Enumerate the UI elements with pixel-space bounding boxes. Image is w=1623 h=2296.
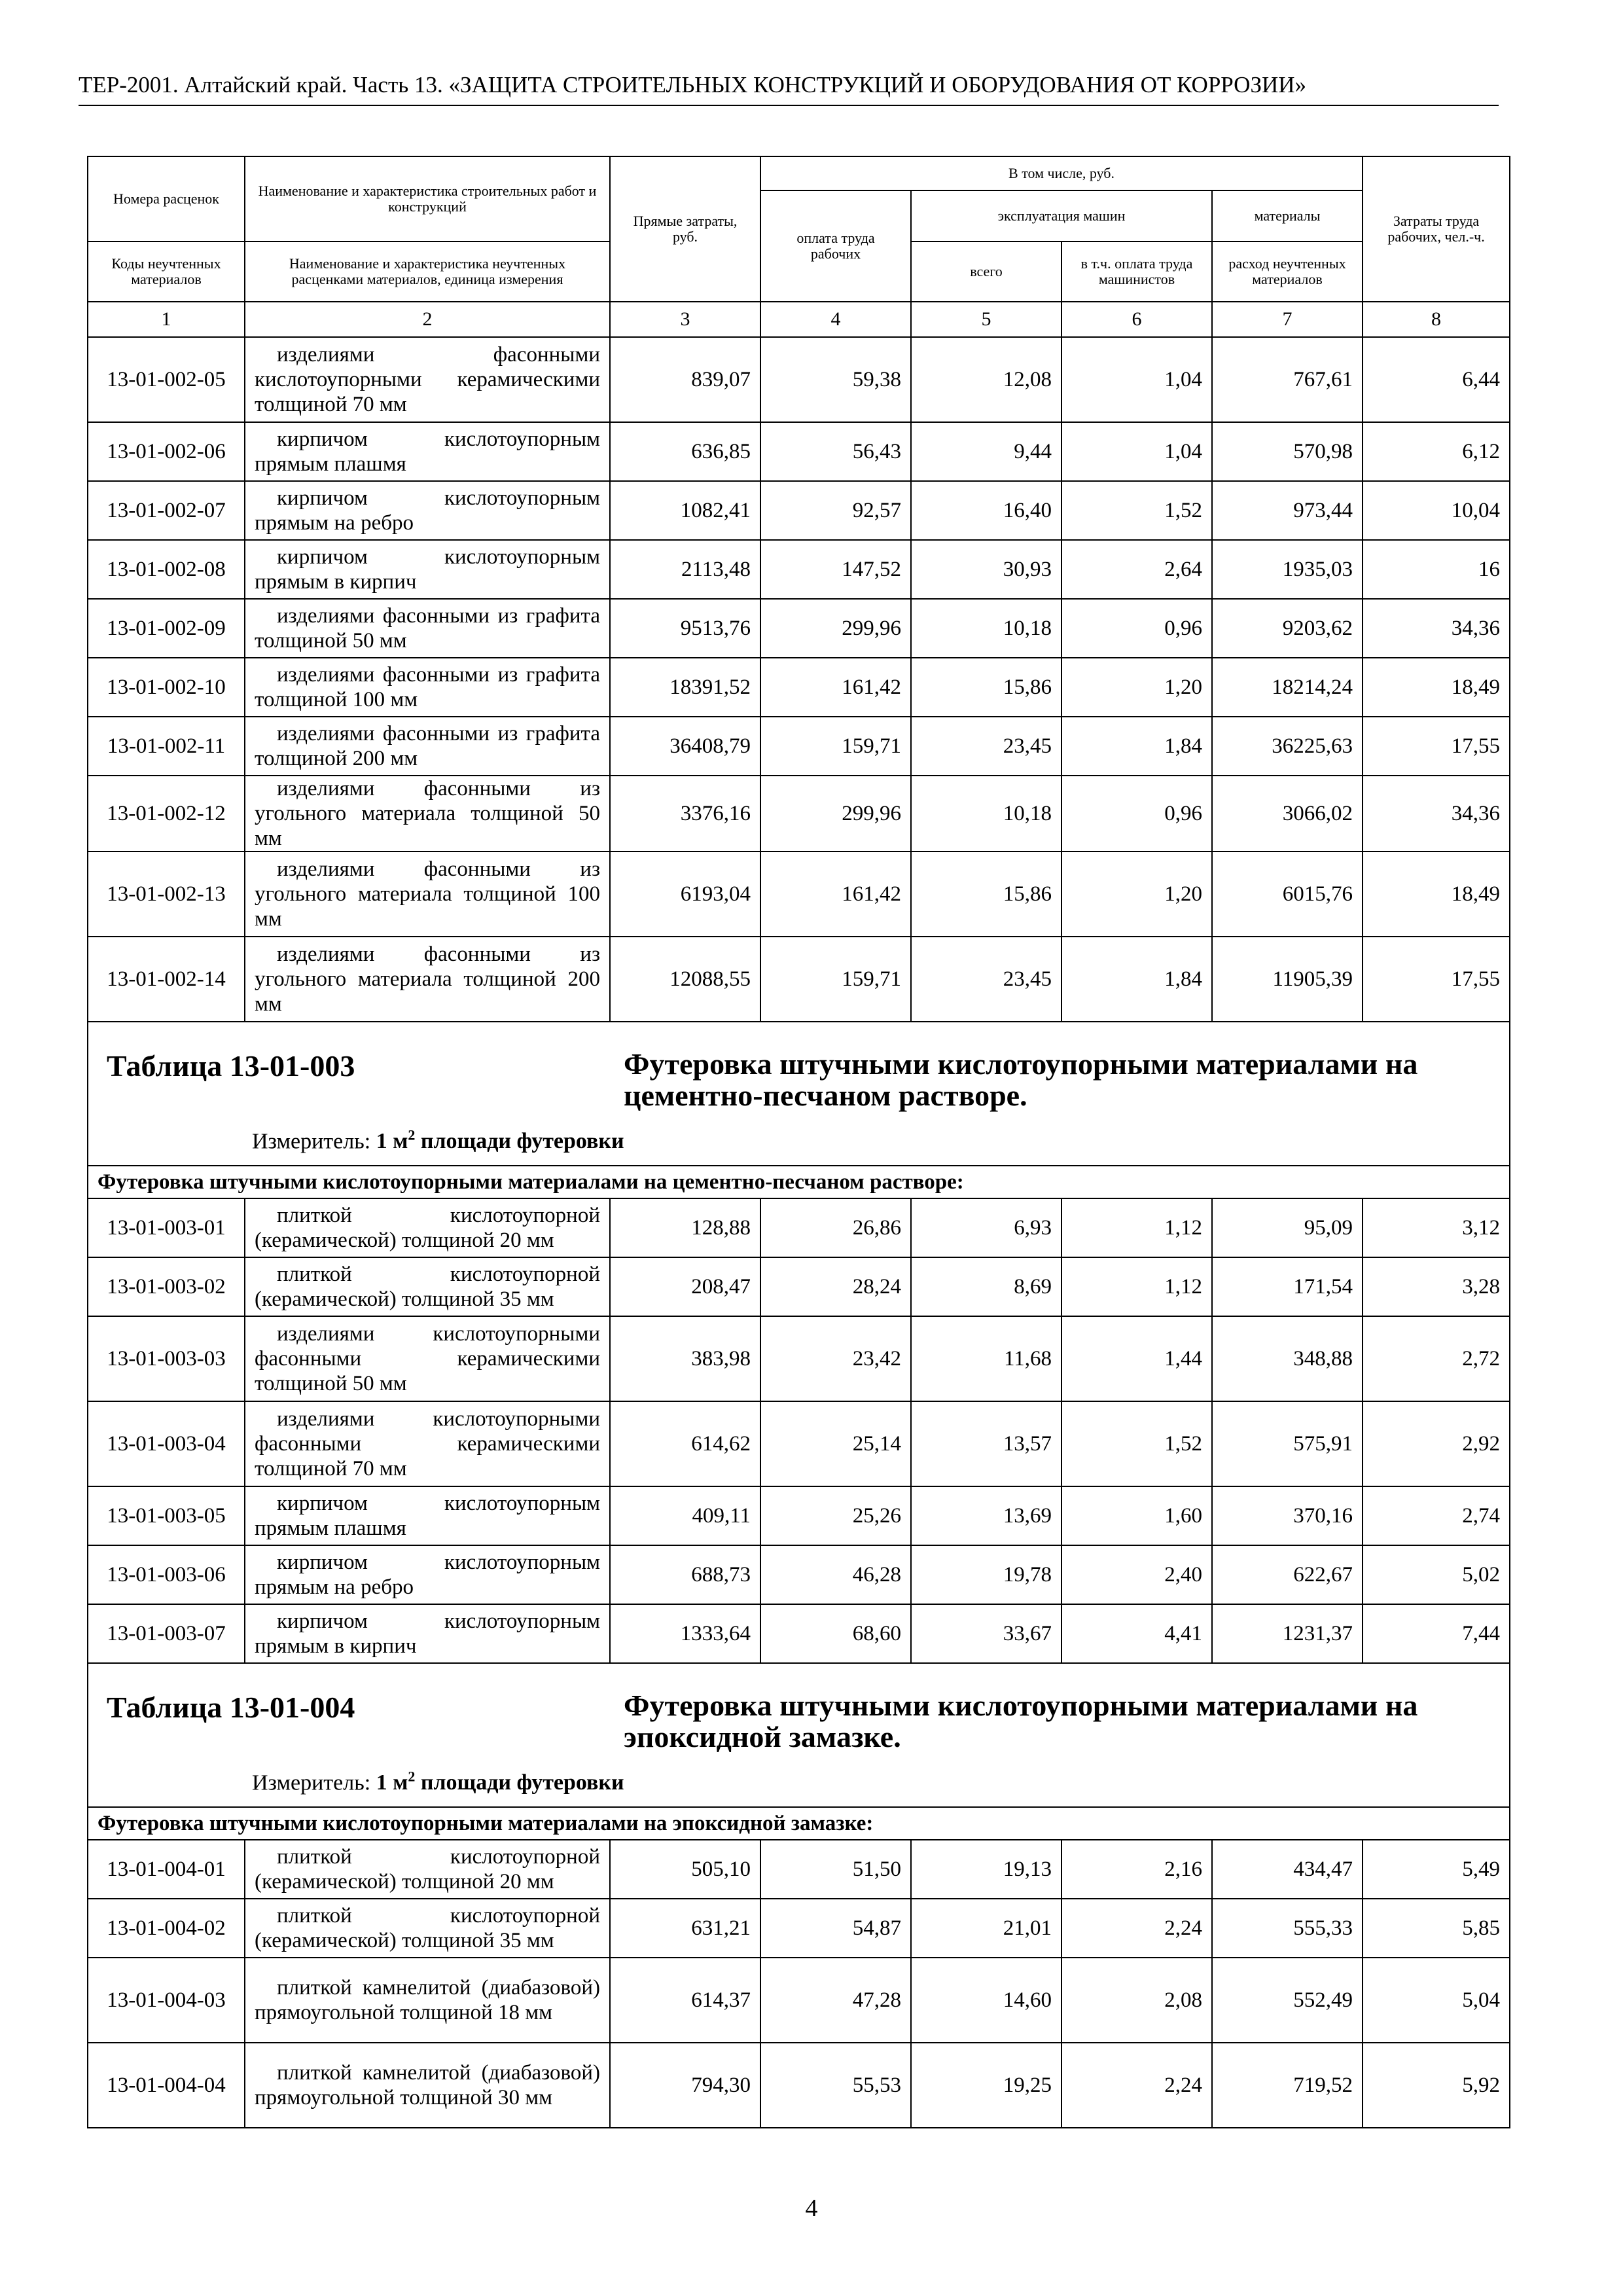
table-row (88, 481, 1510, 540)
machines-total-cell: 33,67 (911, 1604, 1061, 1663)
labor-hours-cell: 7,44 (1363, 1604, 1510, 1663)
machines-total-cell: 10,18 (911, 776, 1061, 852)
labor-pay-cell: 299,96 (760, 599, 911, 658)
machinists-pay-cell: 1,84 (1061, 937, 1212, 1022)
table-title: Футеровка штучными кислотоупорными материалами на эпоксидной замазке. (624, 1689, 1418, 1753)
rate-code-cell: 13-01-004-04 (88, 2043, 245, 2128)
work-description-cell: плиткой кислотоупорной (керамической) толщиной 35 мм (245, 1899, 610, 1958)
machines-total-cell: 8,69 (911, 1257, 1061, 1316)
measure-exponent: 2 (408, 1127, 416, 1143)
work-description-cell: изделиями фасонными из угольного материала толщиной 50 мм (245, 776, 610, 852)
machinists-pay-cell: 2,40 (1061, 1545, 1212, 1604)
rate-code-cell: 13-01-004-01 (88, 1840, 245, 1899)
table-row (88, 1316, 1510, 1401)
labor-hours-cell: 34,36 (1363, 776, 1510, 852)
labor-hours-cell: 3,12 (1363, 1198, 1510, 1257)
work-description-cell: кирпичом кислотоупорным прямым на ребро (245, 1545, 610, 1604)
rate-code-cell: 13-01-003-06 (88, 1545, 245, 1604)
section-row (88, 1166, 1510, 1198)
direct-cost-cell: 636,85 (610, 422, 760, 481)
labor-hours-cell: 3,28 (1363, 1257, 1510, 1316)
col-head-labor: Затраты труда рабочих, чел.-ч. (1363, 156, 1510, 302)
rate-code-cell: 13-01-003-03 (88, 1316, 245, 1401)
rate-code-cell: 13-01-002-14 (88, 937, 245, 1022)
labor-hours-cell: 5,49 (1363, 1840, 1510, 1899)
col-number: 6 (1061, 302, 1212, 337)
col-number: 1 (88, 302, 245, 337)
labor-pay-cell: 51,50 (760, 1840, 911, 1899)
direct-cost-cell: 614,62 (610, 1401, 760, 1486)
work-description-cell: кирпичом кислотоупорным прямым на ребро (245, 481, 610, 540)
page-number: 4 (805, 2195, 818, 2222)
table-number: Таблица 13-01-004 (107, 1691, 355, 1724)
rate-code-cell: 13-01-002-11 (88, 717, 245, 776)
col-number: 2 (245, 302, 610, 337)
direct-cost-cell: 1333,64 (610, 1604, 760, 1663)
materials-cell: 348,88 (1212, 1316, 1363, 1401)
materials-cell: 36225,63 (1212, 717, 1363, 776)
work-description-cell: плиткой камнелитой (диабазовой) прямоугольной толщиной 18 мм (245, 1958, 610, 2043)
direct-cost-cell: 1082,41 (610, 481, 760, 540)
labor-hours-cell: 18,49 (1363, 658, 1510, 717)
labor-pay-cell: 54,87 (760, 1899, 911, 1958)
measure-label: Измеритель: (252, 1129, 371, 1154)
direct-cost-cell: 3376,16 (610, 776, 760, 852)
table-row (88, 2043, 1510, 2128)
labor-hours-cell: 6,44 (1363, 337, 1510, 422)
machinists-pay-cell: 1,60 (1061, 1486, 1212, 1545)
rate-code-cell: 13-01-003-02 (88, 1257, 245, 1316)
rate-code-cell: 13-01-002-06 (88, 422, 245, 481)
table-row (88, 540, 1510, 599)
labor-pay-cell: 161,42 (760, 658, 911, 717)
materials-cell: 1935,03 (1212, 540, 1363, 599)
measure-value (376, 1770, 624, 1795)
table-row (88, 422, 1510, 481)
labor-pay-cell: 159,71 (760, 717, 911, 776)
machinists-pay-cell: 1,20 (1061, 658, 1212, 717)
direct-cost-cell: 409,11 (610, 1486, 760, 1545)
work-description-cell: плиткой кислотоупорной (керамической) толщиной 20 мм (245, 1198, 610, 1257)
table-row (88, 852, 1510, 937)
direct-cost-cell: 9513,76 (610, 599, 760, 658)
materials-cell: 622,67 (1212, 1545, 1363, 1604)
table-row (88, 1545, 1510, 1604)
table-row (88, 937, 1510, 1022)
materials-cell: 11905,39 (1212, 937, 1363, 1022)
measure-rest: площади футеровки (415, 1129, 624, 1154)
machines-total-cell: 16,40 (911, 481, 1061, 540)
labor-hours-cell: 10,04 (1363, 481, 1510, 540)
table-title-row (88, 1022, 1510, 1166)
machines-total-cell: 15,86 (911, 658, 1061, 717)
table-title-cell (88, 1022, 1510, 1166)
work-description-cell: кирпичом кислотоупорным прямым в кирпич (245, 540, 610, 599)
table-row (88, 1840, 1510, 1899)
materials-cell: 3066,02 (1212, 776, 1363, 852)
materials-cell: 552,49 (1212, 1958, 1363, 2043)
measure-rest: площади футеровки (415, 1770, 624, 1795)
direct-cost-cell: 631,21 (610, 1899, 760, 1958)
labor-hours-cell: 5,92 (1363, 2043, 1510, 2128)
machines-total-cell: 19,25 (911, 2043, 1061, 2128)
table-row (88, 1401, 1510, 1486)
labor-pay-cell: 161,42 (760, 852, 911, 937)
labor-pay-cell: 299,96 (760, 776, 911, 852)
col-head-name: Наименование и характеристика строительных работ и конструкций (245, 156, 610, 242)
machinists-pay-cell: 2,08 (1061, 1958, 1212, 2043)
machines-total-cell: 6,93 (911, 1198, 1061, 1257)
rate-code-cell: 13-01-002-13 (88, 852, 245, 937)
materials-cell: 95,09 (1212, 1198, 1363, 1257)
labor-pay-cell: 147,52 (760, 540, 911, 599)
measure-value-text: 1 м (376, 1770, 408, 1795)
machinists-pay-cell: 4,41 (1061, 1604, 1212, 1663)
direct-cost-cell: 12088,55 (610, 937, 760, 1022)
materials-cell: 973,44 (1212, 481, 1363, 540)
direct-cost-cell: 6193,04 (610, 852, 760, 937)
machinists-pay-cell: 2,24 (1061, 1899, 1212, 1958)
price-table (87, 156, 1510, 2128)
work-description-cell: кирпичом кислотоупорным прямым плашмя (245, 422, 610, 481)
header-rule (79, 105, 1499, 106)
col-head-machines-total: всего (911, 242, 1061, 302)
direct-cost-cell: 2113,48 (610, 540, 760, 599)
labor-hours-cell: 34,36 (1363, 599, 1510, 658)
machinists-pay-cell: 2,24 (1061, 2043, 1212, 2128)
direct-cost-cell: 208,47 (610, 1257, 760, 1316)
col-number: 5 (911, 302, 1061, 337)
materials-cell: 18214,24 (1212, 658, 1363, 717)
work-description-cell: плиткой кислотоупорной (керамической) толщиной 35 мм (245, 1257, 610, 1316)
materials-cell: 434,47 (1212, 1840, 1363, 1899)
materials-cell: 719,52 (1212, 2043, 1363, 2128)
col-number: 3 (610, 302, 760, 337)
machines-total-cell: 11,68 (911, 1316, 1061, 1401)
labor-pay-cell: 25,26 (760, 1486, 911, 1545)
section-row (88, 1807, 1510, 1840)
rate-code-cell: 13-01-002-07 (88, 481, 245, 540)
labor-hours-cell: 17,55 (1363, 717, 1510, 776)
machinists-pay-cell: 0,96 (1061, 599, 1212, 658)
machinists-pay-cell: 0,96 (1061, 776, 1212, 852)
machinists-pay-cell: 2,16 (1061, 1840, 1212, 1899)
table-number: Таблица 13-01-003 (107, 1049, 355, 1083)
direct-cost-cell: 36408,79 (610, 717, 760, 776)
col-head-unaccounted: расход неучтенных материалов (1212, 242, 1363, 302)
labor-hours-cell: 2,72 (1363, 1316, 1510, 1401)
work-description-cell: изделиями фасонными из графита толщиной 200 мм (245, 717, 610, 776)
machinists-pay-cell: 1,12 (1061, 1198, 1212, 1257)
col-head-labor-pay: оплата труда рабочих (760, 190, 911, 302)
measure-value-text: 1 м (376, 1129, 408, 1154)
work-description-cell: плиткой камнелитой (диабазовой) прямоугольной толщиной 30 мм (245, 2043, 610, 2128)
work-description-cell: изделиями кислотоупорными фасонными керамическими толщиной 70 мм (245, 1401, 610, 1486)
labor-hours-cell: 18,49 (1363, 852, 1510, 937)
col-head-code: Номера расценок (88, 156, 245, 242)
work-description-cell: изделиями фасонными из графита толщиной 100 мм (245, 658, 610, 717)
materials-cell: 6015,76 (1212, 852, 1363, 937)
machinists-pay-cell: 1,52 (1061, 481, 1212, 540)
table-row (88, 1604, 1510, 1663)
measure-value (376, 1129, 624, 1153)
rate-code-cell: 13-01-002-12 (88, 776, 245, 852)
direct-cost-cell: 383,98 (610, 1316, 760, 1401)
labor-hours-cell: 5,85 (1363, 1899, 1510, 1958)
labor-pay-cell: 159,71 (760, 937, 911, 1022)
work-description-cell: кирпичом кислотоупорным прямым плашмя (245, 1486, 610, 1545)
machinists-pay-cell: 2,64 (1061, 540, 1212, 599)
labor-pay-cell: 55,53 (760, 2043, 911, 2128)
table-row (88, 599, 1510, 658)
rate-code-cell: 13-01-004-03 (88, 1958, 245, 2043)
machinists-pay-cell: 1,12 (1061, 1257, 1212, 1316)
table-title-cell (88, 1663, 1510, 1807)
labor-pay-cell: 26,86 (760, 1198, 911, 1257)
table-row (88, 1198, 1510, 1257)
rate-code-cell: 13-01-003-01 (88, 1198, 245, 1257)
labor-pay-cell: 28,24 (760, 1257, 911, 1316)
table-title-row (88, 1663, 1510, 1807)
materials-cell: 767,61 (1212, 337, 1363, 422)
table-row (88, 776, 1510, 852)
machinists-pay-cell: 1,52 (1061, 1401, 1212, 1486)
direct-cost-cell: 18391,52 (610, 658, 760, 717)
col-number: 8 (1363, 302, 1510, 337)
machines-total-cell: 10,18 (911, 599, 1061, 658)
col-head-machinists-pay: в т.ч. оплата труда машинистов (1061, 242, 1212, 302)
machines-total-cell: 13,69 (911, 1486, 1061, 1545)
header-row-1 (88, 156, 1510, 190)
col-head-direct: Прямые затраты, руб. (610, 156, 760, 302)
col-head-code-sub: Коды неучтенных материалов (88, 242, 245, 302)
labor-pay-cell: 46,28 (760, 1545, 911, 1604)
work-description-cell: изделиями фасонными из угольного материала толщиной 100 мм (245, 852, 610, 937)
rate-code-cell: 13-01-002-09 (88, 599, 245, 658)
column-number-row (88, 302, 1510, 337)
machines-total-cell: 30,93 (911, 540, 1061, 599)
materials-cell: 9203,62 (1212, 599, 1363, 658)
table-row (88, 337, 1510, 422)
col-number: 7 (1212, 302, 1363, 337)
table-row (88, 658, 1510, 717)
running-header: ТЕР-2001. Алтайский край. Часть 13. «ЗАЩИТА СТРОИТЕЛЬНЫХ КОНСТРУКЦИЙ И ОБОРУДОВАНИЯ ОТ КОРРОЗИИ» (79, 72, 1307, 98)
col-head-including: В том числе, руб. (760, 156, 1363, 190)
direct-cost-cell: 505,10 (610, 1840, 760, 1899)
table-row (88, 1958, 1510, 2043)
work-description-cell: изделиями фасонными кислотоупорными керамическими толщиной 70 мм (245, 337, 610, 422)
rate-code-cell: 13-01-004-02 (88, 1899, 245, 1958)
direct-cost-cell: 128,88 (610, 1198, 760, 1257)
labor-hours-cell: 2,92 (1363, 1401, 1510, 1486)
labor-hours-cell: 5,02 (1363, 1545, 1510, 1604)
measure-exponent: 2 (408, 1768, 416, 1785)
materials-cell: 1231,37 (1212, 1604, 1363, 1663)
materials-cell: 370,16 (1212, 1486, 1363, 1545)
machines-total-cell: 13,57 (911, 1401, 1061, 1486)
measure-unit (252, 1768, 624, 1795)
rate-code-cell: 13-01-002-10 (88, 658, 245, 717)
machinists-pay-cell: 1,44 (1061, 1316, 1212, 1401)
work-description-cell: изделиями фасонными из угольного материала толщиной 200 мм (245, 937, 610, 1022)
labor-pay-cell: 56,43 (760, 422, 911, 481)
labor-pay-cell: 47,28 (760, 1958, 911, 2043)
rate-code-cell: 13-01-002-05 (88, 337, 245, 422)
machines-total-cell: 15,86 (911, 852, 1061, 937)
col-head-materials: материалы (1212, 190, 1363, 242)
col-head-name-sub: Наименование и характеристика неучтенных расценками материалов, единица измерения (245, 242, 610, 302)
labor-pay-cell: 25,14 (760, 1401, 911, 1486)
measure-unit (252, 1127, 624, 1154)
col-head-machines: эксплуатация машин (911, 190, 1212, 242)
machines-total-cell: 12,08 (911, 337, 1061, 422)
section-heading: Футеровка штучными кислотоупорными материалами на эпоксидной замазке: (88, 1807, 1510, 1840)
machines-total-cell: 14,60 (911, 1958, 1061, 2043)
machines-total-cell: 19,13 (911, 1840, 1061, 1899)
labor-pay-cell: 23,42 (760, 1316, 911, 1401)
labor-hours-cell: 16 (1363, 540, 1510, 599)
rate-code-cell: 13-01-002-08 (88, 540, 245, 599)
rate-code-cell: 13-01-003-04 (88, 1401, 245, 1486)
work-description-cell: изделиями фасонными из графита толщиной 50 мм (245, 599, 610, 658)
section-heading: Футеровка штучными кислотоупорными материалами на цементно-песчаном растворе: (88, 1166, 1510, 1198)
machinists-pay-cell: 1,04 (1061, 422, 1212, 481)
labor-pay-cell: 92,57 (760, 481, 911, 540)
machines-total-cell: 23,45 (911, 717, 1061, 776)
machines-total-cell: 9,44 (911, 422, 1061, 481)
labor-pay-cell: 68,60 (760, 1604, 911, 1663)
materials-cell: 171,54 (1212, 1257, 1363, 1316)
work-description-cell: изделиями кислотоупорными фасонными керамическими толщиной 50 мм (245, 1316, 610, 1401)
work-description-cell: плиткой кислотоупорной (керамической) толщиной 20 мм (245, 1840, 610, 1899)
machinists-pay-cell: 1,84 (1061, 717, 1212, 776)
direct-cost-cell: 614,37 (610, 1958, 760, 2043)
rate-code-cell: 13-01-003-05 (88, 1486, 245, 1545)
table-row (88, 1257, 1510, 1316)
direct-cost-cell: 839,07 (610, 337, 760, 422)
table-row (88, 1899, 1510, 1958)
machines-total-cell: 21,01 (911, 1899, 1061, 1958)
labor-hours-cell: 2,74 (1363, 1486, 1510, 1545)
labor-hours-cell: 5,04 (1363, 1958, 1510, 2043)
measure-label: Измеритель: (252, 1770, 371, 1795)
labor-pay-cell: 59,38 (760, 337, 911, 422)
work-description-cell: кирпичом кислотоупорным прямым в кирпич (245, 1604, 610, 1663)
labor-hours-cell: 6,12 (1363, 422, 1510, 481)
materials-cell: 555,33 (1212, 1899, 1363, 1958)
machines-total-cell: 23,45 (911, 937, 1061, 1022)
table-title: Футеровка штучными кислотоупорными материалами на цементно-песчаном растворе. (624, 1047, 1418, 1112)
materials-cell: 575,91 (1212, 1401, 1363, 1486)
rate-code-cell: 13-01-003-07 (88, 1604, 245, 1663)
col-number: 4 (760, 302, 911, 337)
materials-cell: 570,98 (1212, 422, 1363, 481)
table-row (88, 1486, 1510, 1545)
direct-cost-cell: 688,73 (610, 1545, 760, 1604)
direct-cost-cell: 794,30 (610, 2043, 760, 2128)
labor-hours-cell: 17,55 (1363, 937, 1510, 1022)
machines-total-cell: 19,78 (911, 1545, 1061, 1604)
machinists-pay-cell: 1,04 (1061, 337, 1212, 422)
table-row (88, 717, 1510, 776)
machinists-pay-cell: 1,20 (1061, 852, 1212, 937)
